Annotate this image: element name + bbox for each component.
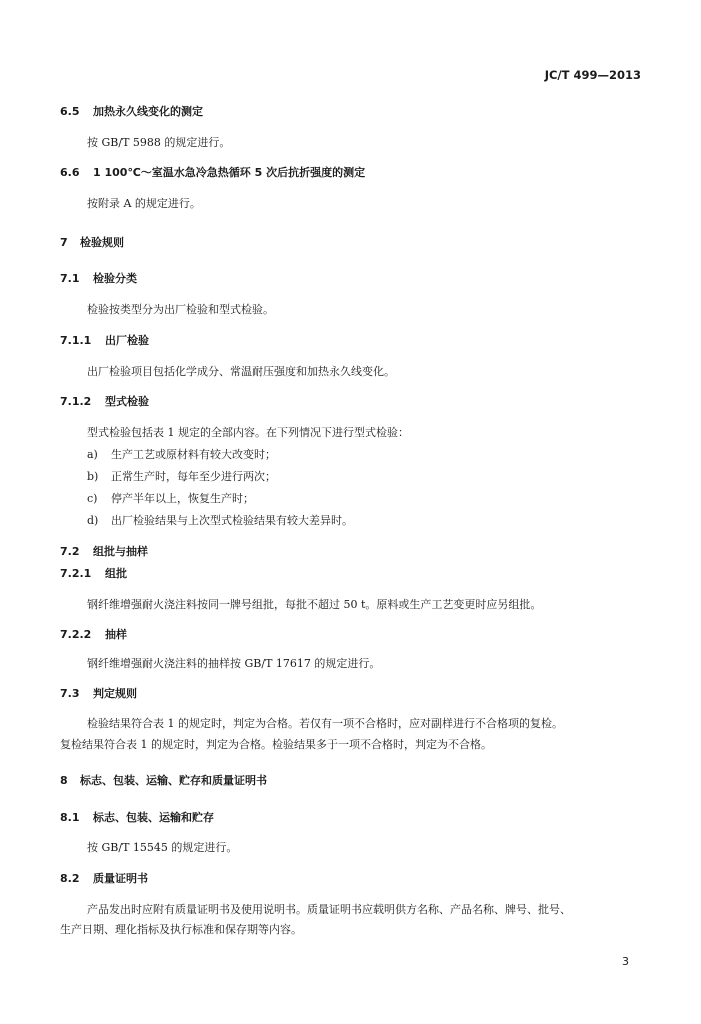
section-7-1-body: 检验按类型分为出厂检验和型式检验。 bbox=[87, 303, 274, 316]
list-item-text: 停产半年以上，恢复生产时； bbox=[111, 492, 254, 505]
section-6-6-number: 6.6 bbox=[60, 166, 80, 179]
section-7-2-title: 组批与抽样 bbox=[93, 545, 148, 558]
section-8-title: 标志、包装、运输、贮存和质量证明书 bbox=[80, 774, 267, 787]
section-6-5-title: 加热永久线变化的测定 bbox=[93, 105, 203, 118]
section-6-5-body: 按 GB/T 5988 的规定进行。 bbox=[87, 136, 231, 149]
section-7-1-1-body: 出厂检验项目包括化学成分、常温耐压强度和加热永久线变化。 bbox=[87, 365, 395, 378]
list-item-text: 出厂检验结果与上次型式检验结果有较大差异时。 bbox=[111, 514, 353, 527]
section-8-2-body-line1: 产品发出时应附有质量证明书及使用说明书。质量证明书应载明供方名称、产品名称、牌号、批号、 bbox=[87, 903, 571, 916]
section-7-3-body-line2: 复检结果符合表 1 的规定时，判定为合格。检验结果多于一项不合格时，判定为不合格。 bbox=[60, 738, 492, 751]
section-7-2-number: 7.2 bbox=[60, 545, 80, 558]
section-7-1-2-number: 7.1.2 bbox=[60, 395, 92, 408]
section-8-2-number: 8.2 bbox=[60, 872, 80, 885]
section-7-2-2-body: 钢纤维增强耐火浇注料的抽样按 GB/T 17617 的规定进行。 bbox=[87, 657, 381, 670]
section-7-2-1-body: 钢纤维增强耐火浇注料按同一牌号组批，每批不超过 50 t。原料或生产工艺变更时应另组批。 bbox=[87, 598, 542, 611]
section-7-1-2-title: 型式检验 bbox=[105, 395, 149, 408]
section-6-5-number: 6.5 bbox=[60, 105, 80, 118]
section-8-1-title: 标志、包装、运输和贮存 bbox=[93, 811, 214, 824]
list-item-marker: c) bbox=[87, 492, 98, 505]
section-7-3-body-line1: 检验结果符合表 1 的规定时，判定为合格。若仅有一项不合格时，应对副样进行不合格项的复检。 bbox=[87, 717, 563, 730]
list-item-text: 生产工艺或原材料有较大改变时； bbox=[111, 448, 276, 461]
section-8-number: 8 bbox=[60, 774, 68, 787]
standard-number: JC/T 499—2013 bbox=[544, 68, 641, 82]
section-7-3-number: 7.3 bbox=[60, 687, 80, 700]
section-8-2-body-line2: 生产日期、理化指标及执行标准和保存期等内容。 bbox=[60, 923, 302, 936]
section-7-2-1-number: 7.2.1 bbox=[60, 567, 92, 580]
section-7-2-1-title: 组批 bbox=[105, 567, 127, 580]
page-number: 3 bbox=[622, 955, 629, 968]
section-7-1-title: 检验分类 bbox=[93, 272, 137, 285]
section-7-2-2-title: 抽样 bbox=[105, 628, 127, 641]
section-6-6-body: 按附录 A 的规定进行。 bbox=[87, 197, 201, 210]
section-7-1-2-body: 型式检验包括表 1 规定的全部内容。在下列情况下进行型式检验： bbox=[87, 426, 409, 439]
list-item-marker: b) bbox=[87, 470, 99, 483]
section-8-1-number: 8.1 bbox=[60, 811, 80, 824]
section-8-1-body: 按 GB/T 15545 的规定进行。 bbox=[87, 841, 238, 854]
section-7-1-1-title: 出厂检验 bbox=[105, 334, 149, 347]
section-7-number: 7 bbox=[60, 236, 68, 249]
section-7-1-1-number: 7.1.1 bbox=[60, 334, 92, 347]
section-8-2-title: 质量证明书 bbox=[93, 872, 148, 885]
list-item-marker: d) bbox=[87, 514, 99, 527]
section-6-6-title: 1 100℃～室温水急冷急热循环 5 次后抗折强度的测定 bbox=[93, 166, 366, 179]
section-7-3-title: 判定规则 bbox=[93, 687, 137, 700]
list-item-marker: a) bbox=[87, 448, 98, 461]
list-item-text: 正常生产时，每年至少进行两次； bbox=[111, 470, 276, 483]
section-7-title: 检验规则 bbox=[80, 236, 124, 249]
section-7-1-number: 7.1 bbox=[60, 272, 80, 285]
section-7-2-2-number: 7.2.2 bbox=[60, 628, 92, 641]
